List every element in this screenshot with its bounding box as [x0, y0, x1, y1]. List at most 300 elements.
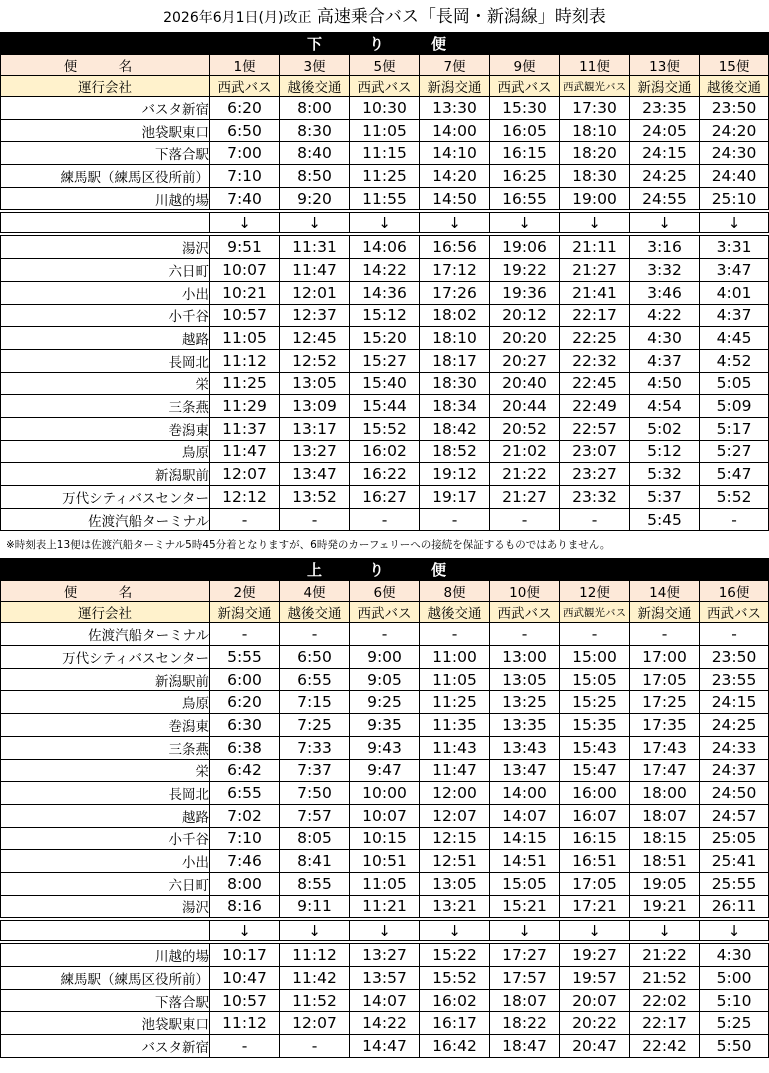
- departure-time: -: [700, 623, 769, 646]
- departure-time: 12:00: [420, 782, 490, 805]
- departure-time: 13:09: [280, 395, 350, 418]
- down-arrow-icon: ↓: [280, 921, 350, 941]
- departure-time: 18:15: [630, 827, 700, 850]
- departure-time: 10:57: [210, 304, 280, 327]
- departure-time: 20:07: [560, 989, 630, 1012]
- stop-row: [1, 872, 769, 895]
- down-arrow-icon: ↓: [630, 921, 700, 941]
- departure-time: 20:27: [490, 349, 560, 372]
- departure-time: 18:30: [420, 372, 490, 395]
- departure-time: 11:47: [280, 259, 350, 282]
- up-timetable: [0, 558, 769, 1057]
- stop-row: [1, 759, 769, 782]
- departure-time: 12:37: [280, 304, 350, 327]
- departure-time: 18:00: [630, 782, 700, 805]
- departure-time: 4:50: [630, 372, 700, 395]
- departure-time: 13:57: [350, 967, 420, 990]
- down-arrow-icon: ↓: [700, 213, 769, 233]
- departure-time: 13:30: [420, 97, 490, 120]
- departure-time: 24:25: [700, 714, 769, 737]
- departure-time: -: [630, 623, 700, 646]
- departure-time: 7:02: [210, 804, 280, 827]
- departure-time: 5:32: [630, 463, 700, 486]
- departure-time: -: [560, 623, 630, 646]
- departure-time: 11:12: [210, 1012, 280, 1035]
- departure-time: 16:05: [490, 119, 560, 142]
- departure-time: 15:52: [420, 967, 490, 990]
- departure-time: 7:33: [280, 736, 350, 759]
- departure-time: 18:10: [560, 119, 630, 142]
- down-operator-row: [1, 76, 769, 97]
- stop-row: [1, 119, 769, 142]
- departure-time: 17:57: [490, 967, 560, 990]
- stop-row: [1, 623, 769, 646]
- down-direction-row: [1, 33, 769, 55]
- departure-time: 11:05: [350, 119, 420, 142]
- departure-time: 21:22: [630, 944, 700, 967]
- departure-time: 23:50: [700, 97, 769, 120]
- departure-time: 23:35: [630, 97, 700, 120]
- departure-time: -: [280, 508, 350, 531]
- departure-time: 11:35: [420, 714, 490, 737]
- stop-name: 三条燕: [1, 395, 210, 418]
- departure-time: 11:00: [420, 646, 490, 669]
- stop-name: 佐渡汽船ターミナル: [1, 623, 210, 646]
- operator-name: 西武バス: [700, 602, 769, 623]
- departure-time: 11:52: [280, 989, 350, 1012]
- departure-time: 13:00: [490, 646, 560, 669]
- departure-time: 20:20: [490, 327, 560, 350]
- departure-time: 17:26: [420, 281, 490, 304]
- departure-time: 13:05: [490, 668, 560, 691]
- departure-time: 5:37: [630, 486, 700, 509]
- departure-time: 7:57: [280, 804, 350, 827]
- stop-name: 越路: [1, 327, 210, 350]
- departure-time: 25:41: [700, 850, 769, 873]
- arrow-spacer: [1, 213, 210, 233]
- operator-name: 西武観光バス: [560, 602, 630, 623]
- departure-time: 15:21: [490, 895, 560, 918]
- departure-time: 5:02: [630, 417, 700, 440]
- departure-time: 15:35: [560, 714, 630, 737]
- stop-name: 鳥原: [1, 440, 210, 463]
- departure-time: 9:25: [350, 691, 420, 714]
- stop-row: [1, 782, 769, 805]
- departure-time: 10:07: [350, 804, 420, 827]
- departure-time: 13:47: [280, 463, 350, 486]
- arrow-spacer: [1, 921, 210, 941]
- down-arrow-icon: ↓: [350, 213, 420, 233]
- departure-time: 16:25: [490, 165, 560, 188]
- departure-time: 16:56: [420, 236, 490, 259]
- departure-time: 11:05: [420, 668, 490, 691]
- stop-row: [1, 1035, 769, 1058]
- departure-time: 11:12: [280, 944, 350, 967]
- departure-time: 15:00: [560, 646, 630, 669]
- stop-name: 長岡北: [1, 782, 210, 805]
- departure-time: 11:47: [210, 440, 280, 463]
- departure-time: 9:11: [280, 895, 350, 918]
- departure-time: 14:50: [420, 187, 490, 210]
- departure-time: 24:30: [700, 142, 769, 165]
- departure-time: 24:15: [700, 691, 769, 714]
- departure-time: 17:43: [630, 736, 700, 759]
- departure-time: 16:42: [420, 1035, 490, 1058]
- stop-name: 鳥原: [1, 691, 210, 714]
- departure-time: 5:45: [630, 508, 700, 531]
- departure-time: 15:52: [350, 417, 420, 440]
- departure-time: 21:11: [560, 236, 630, 259]
- departure-time: 19:06: [490, 236, 560, 259]
- departure-time: 13:35: [490, 714, 560, 737]
- departure-time: 22:02: [630, 989, 700, 1012]
- departure-time: 20:44: [490, 395, 560, 418]
- stop-row: [1, 142, 769, 165]
- operator-label: 運行会社: [1, 76, 210, 97]
- bus-number: 7便: [420, 55, 490, 76]
- bus-number: 14便: [630, 581, 700, 602]
- operator-label: 運行会社: [1, 602, 210, 623]
- departure-time: 17:27: [490, 944, 560, 967]
- departure-time: 8:41: [280, 850, 350, 873]
- departure-time: 8:30: [280, 119, 350, 142]
- operator-name: 西武バス: [350, 76, 420, 97]
- departure-time: 17:35: [630, 714, 700, 737]
- departure-time: 14:22: [350, 1012, 420, 1035]
- departure-time: 20:22: [560, 1012, 630, 1035]
- operator-name: 西武バス: [210, 76, 280, 97]
- stop-name: 六日町: [1, 872, 210, 895]
- departure-time: 16:15: [560, 827, 630, 850]
- departure-time: 14:07: [490, 804, 560, 827]
- arrow-row: [1, 213, 769, 233]
- departure-time: 5:55: [210, 646, 280, 669]
- bus-number: 8便: [420, 581, 490, 602]
- operator-name: 新潟交通: [210, 602, 280, 623]
- departure-time: 16:22: [350, 463, 420, 486]
- stop-row: [1, 349, 769, 372]
- departure-time: 14:36: [350, 281, 420, 304]
- bus-number: 12便: [560, 581, 630, 602]
- stop-name: 小千谷: [1, 827, 210, 850]
- departure-time: 21:27: [560, 259, 630, 282]
- timetable-title: 高速乗合バス「長岡・新潟線」時刻表: [316, 7, 606, 27]
- down-arrow-icon: ↓: [700, 921, 769, 941]
- departure-time: 13:25: [490, 691, 560, 714]
- arrow-row: [1, 921, 769, 941]
- stop-row: [1, 236, 769, 259]
- departure-time: -: [490, 508, 560, 531]
- stop-row: [1, 1012, 769, 1035]
- operator-name: 越後交通: [280, 602, 350, 623]
- departure-time: 6:20: [210, 691, 280, 714]
- departure-time: 17:05: [560, 872, 630, 895]
- departure-time: -: [560, 508, 630, 531]
- departure-time: 6:55: [280, 668, 350, 691]
- departure-time: 12:01: [280, 281, 350, 304]
- up-bus-number-row: [1, 581, 769, 602]
- bus-number: 9便: [490, 55, 560, 76]
- departure-time: 4:52: [700, 349, 769, 372]
- departure-time: -: [280, 1035, 350, 1058]
- stop-name: 川越的場: [1, 944, 210, 967]
- revision-date: 2026年6月1日(月)改正: [163, 10, 312, 26]
- stop-row: [1, 804, 769, 827]
- departure-time: 9:51: [210, 236, 280, 259]
- stop-row: [1, 304, 769, 327]
- departure-time: 24:50: [700, 782, 769, 805]
- departure-time: 12:15: [420, 827, 490, 850]
- departure-time: 24:25: [630, 165, 700, 188]
- departure-time: 12:07: [210, 463, 280, 486]
- departure-time: 6:50: [210, 119, 280, 142]
- stop-name: 川越的場: [1, 187, 210, 210]
- departure-time: 19:22: [490, 259, 560, 282]
- stop-name: 巻潟東: [1, 417, 210, 440]
- departure-time: 4:01: [700, 281, 769, 304]
- departure-time: 21:52: [630, 967, 700, 990]
- departure-time: 7:10: [210, 165, 280, 188]
- departure-time: 21:27: [490, 486, 560, 509]
- departure-time: 16:55: [490, 187, 560, 210]
- departure-time: 19:36: [490, 281, 560, 304]
- departure-time: 24:33: [700, 736, 769, 759]
- departure-time: 11:21: [350, 895, 420, 918]
- departure-time: 7:25: [280, 714, 350, 737]
- departure-time: 10:07: [210, 259, 280, 282]
- departure-time: 13:27: [280, 440, 350, 463]
- departure-time: 13:05: [420, 872, 490, 895]
- stop-name: 湯沢: [1, 895, 210, 918]
- departure-time: 12:07: [420, 804, 490, 827]
- down-timetable: [0, 32, 769, 531]
- departure-time: 12:45: [280, 327, 350, 350]
- down-arrow-icon: ↓: [420, 921, 490, 941]
- departure-time: -: [210, 1035, 280, 1058]
- departure-time: 23:50: [700, 646, 769, 669]
- departure-time: 24:57: [700, 804, 769, 827]
- departure-time: 14:07: [350, 989, 420, 1012]
- departure-time: 13:17: [280, 417, 350, 440]
- departure-time: 22:45: [560, 372, 630, 395]
- departure-time: 18:22: [490, 1012, 560, 1035]
- departure-time: 19:05: [630, 872, 700, 895]
- departure-time: -: [490, 623, 560, 646]
- bus-number: 6便: [350, 581, 420, 602]
- departure-time: 8:00: [280, 97, 350, 120]
- up-direction-label: 上 り 便: [1, 559, 769, 581]
- departure-time: 16:27: [350, 486, 420, 509]
- departure-time: 4:37: [700, 304, 769, 327]
- departure-time: 15:40: [350, 372, 420, 395]
- departure-time: 25:55: [700, 872, 769, 895]
- departure-time: 17:05: [630, 668, 700, 691]
- stop-row: [1, 691, 769, 714]
- stop-name: 練馬駅（練馬区役所前）: [1, 165, 210, 188]
- departure-time: -: [700, 508, 769, 531]
- bus-number: 3便: [280, 55, 350, 76]
- down-arrow-icon: ↓: [210, 213, 280, 233]
- stop-name: 湯沢: [1, 236, 210, 259]
- stop-row: [1, 165, 769, 188]
- departure-time: 10:15: [350, 827, 420, 850]
- down-arrow-icon: ↓: [560, 921, 630, 941]
- departure-time: 11:42: [280, 967, 350, 990]
- departure-time: 8:00: [210, 872, 280, 895]
- departure-time: 11:29: [210, 395, 280, 418]
- departure-time: -: [350, 623, 420, 646]
- departure-time: 17:47: [630, 759, 700, 782]
- departure-time: 7:50: [280, 782, 350, 805]
- departure-time: 8:50: [280, 165, 350, 188]
- departure-time: 14:06: [350, 236, 420, 259]
- departure-time: 15:43: [560, 736, 630, 759]
- departure-time: 22:42: [630, 1035, 700, 1058]
- down-arrow-icon: ↓: [350, 921, 420, 941]
- departure-time: 11:25: [210, 372, 280, 395]
- down-arrow-icon: ↓: [280, 213, 350, 233]
- departure-time: 5:05: [700, 372, 769, 395]
- stop-name: バスタ新宿: [1, 1035, 210, 1058]
- departure-time: 13:52: [280, 486, 350, 509]
- departure-time: 10:30: [350, 97, 420, 120]
- down-arrow-icon: ↓: [490, 213, 560, 233]
- stop-name: 巻潟東: [1, 714, 210, 737]
- departure-time: 23:07: [560, 440, 630, 463]
- departure-time: 3:31: [700, 236, 769, 259]
- departure-time: 14:47: [350, 1035, 420, 1058]
- departure-time: 19:00: [560, 187, 630, 210]
- bus-number: 11便: [560, 55, 630, 76]
- departure-time: 16:02: [350, 440, 420, 463]
- departure-time: 25:05: [700, 827, 769, 850]
- departure-time: 10:17: [210, 944, 280, 967]
- departure-time: 11:55: [350, 187, 420, 210]
- stop-row: [1, 417, 769, 440]
- departure-time: 18:51: [630, 850, 700, 873]
- departure-time: 18:20: [560, 142, 630, 165]
- departure-time: 5:52: [700, 486, 769, 509]
- departure-time: -: [210, 508, 280, 531]
- departure-time: 4:30: [700, 944, 769, 967]
- departure-time: 16:00: [560, 782, 630, 805]
- departure-time: 11:12: [210, 349, 280, 372]
- departure-time: 17:30: [560, 97, 630, 120]
- stop-name: 小出: [1, 281, 210, 304]
- departure-time: 7:46: [210, 850, 280, 873]
- departure-time: 11:43: [420, 736, 490, 759]
- stop-row: [1, 736, 769, 759]
- departure-time: 26:11: [700, 895, 769, 918]
- stop-row: [1, 895, 769, 918]
- stop-name: 新潟駅前: [1, 463, 210, 486]
- departure-time: -: [420, 508, 490, 531]
- departure-time: 8:40: [280, 142, 350, 165]
- departure-time: 15:12: [350, 304, 420, 327]
- departure-time: 4:30: [630, 327, 700, 350]
- departure-time: 16:15: [490, 142, 560, 165]
- departure-time: 11:37: [210, 417, 280, 440]
- departure-time: 18:52: [420, 440, 490, 463]
- departure-time: 25:10: [700, 187, 769, 210]
- operator-name: 西武バス: [490, 76, 560, 97]
- stop-name: 小出: [1, 850, 210, 873]
- departure-time: 3:46: [630, 281, 700, 304]
- stop-name: 六日町: [1, 259, 210, 282]
- stop-row: [1, 97, 769, 120]
- departure-time: 3:32: [630, 259, 700, 282]
- operator-name: 越後交通: [280, 76, 350, 97]
- departure-time: 18:34: [420, 395, 490, 418]
- departure-time: 10:57: [210, 989, 280, 1012]
- departure-time: 19:57: [560, 967, 630, 990]
- departure-time: 5:50: [700, 1035, 769, 1058]
- departure-time: 10:00: [350, 782, 420, 805]
- bus-number: 5便: [350, 55, 420, 76]
- stop-name: 池袋駅東口: [1, 119, 210, 142]
- departure-time: 12:12: [210, 486, 280, 509]
- stop-row: [1, 646, 769, 669]
- bus-number: 16便: [700, 581, 769, 602]
- departure-time: 18:02: [420, 304, 490, 327]
- stop-row: [1, 327, 769, 350]
- departure-time: 11:05: [210, 327, 280, 350]
- stop-name: 小千谷: [1, 304, 210, 327]
- departure-time: 4:54: [630, 395, 700, 418]
- departure-time: 23:27: [560, 463, 630, 486]
- departure-time: 14:00: [420, 119, 490, 142]
- departure-time: 18:47: [490, 1035, 560, 1058]
- departure-time: 15:25: [560, 691, 630, 714]
- departure-time: 5:27: [700, 440, 769, 463]
- stop-name: 下落合駅: [1, 989, 210, 1012]
- bus-number: 13便: [630, 55, 700, 76]
- departure-time: 6:00: [210, 668, 280, 691]
- departure-time: 14:15: [490, 827, 560, 850]
- up-direction-row: [1, 559, 769, 581]
- departure-time: 3:47: [700, 259, 769, 282]
- departure-time: 11:31: [280, 236, 350, 259]
- departure-time: 10:21: [210, 281, 280, 304]
- departure-time: 7:15: [280, 691, 350, 714]
- departure-time: 11:47: [420, 759, 490, 782]
- operator-name: 新潟交通: [630, 602, 700, 623]
- stop-name: 長岡北: [1, 349, 210, 372]
- departure-time: 5:00: [700, 967, 769, 990]
- departure-time: 5:25: [700, 1012, 769, 1035]
- stop-name: 越路: [1, 804, 210, 827]
- stop-row: [1, 967, 769, 990]
- stop-row: [1, 259, 769, 282]
- departure-time: 15:44: [350, 395, 420, 418]
- stop-row: [1, 668, 769, 691]
- departure-time: 15:05: [560, 668, 630, 691]
- departure-time: 9:05: [350, 668, 420, 691]
- down-arrow-icon: ↓: [490, 921, 560, 941]
- departure-time: 5:12: [630, 440, 700, 463]
- departure-time: 21:02: [490, 440, 560, 463]
- stop-name: 新潟駅前: [1, 668, 210, 691]
- departure-time: 20:47: [560, 1035, 630, 1058]
- departure-time: 6:38: [210, 736, 280, 759]
- departure-time: 5:47: [700, 463, 769, 486]
- stop-name: 栄: [1, 759, 210, 782]
- departure-time: 19:17: [420, 486, 490, 509]
- departure-time: 4:45: [700, 327, 769, 350]
- up-operator-row: [1, 602, 769, 623]
- departure-time: 18:30: [560, 165, 630, 188]
- stop-row: [1, 944, 769, 967]
